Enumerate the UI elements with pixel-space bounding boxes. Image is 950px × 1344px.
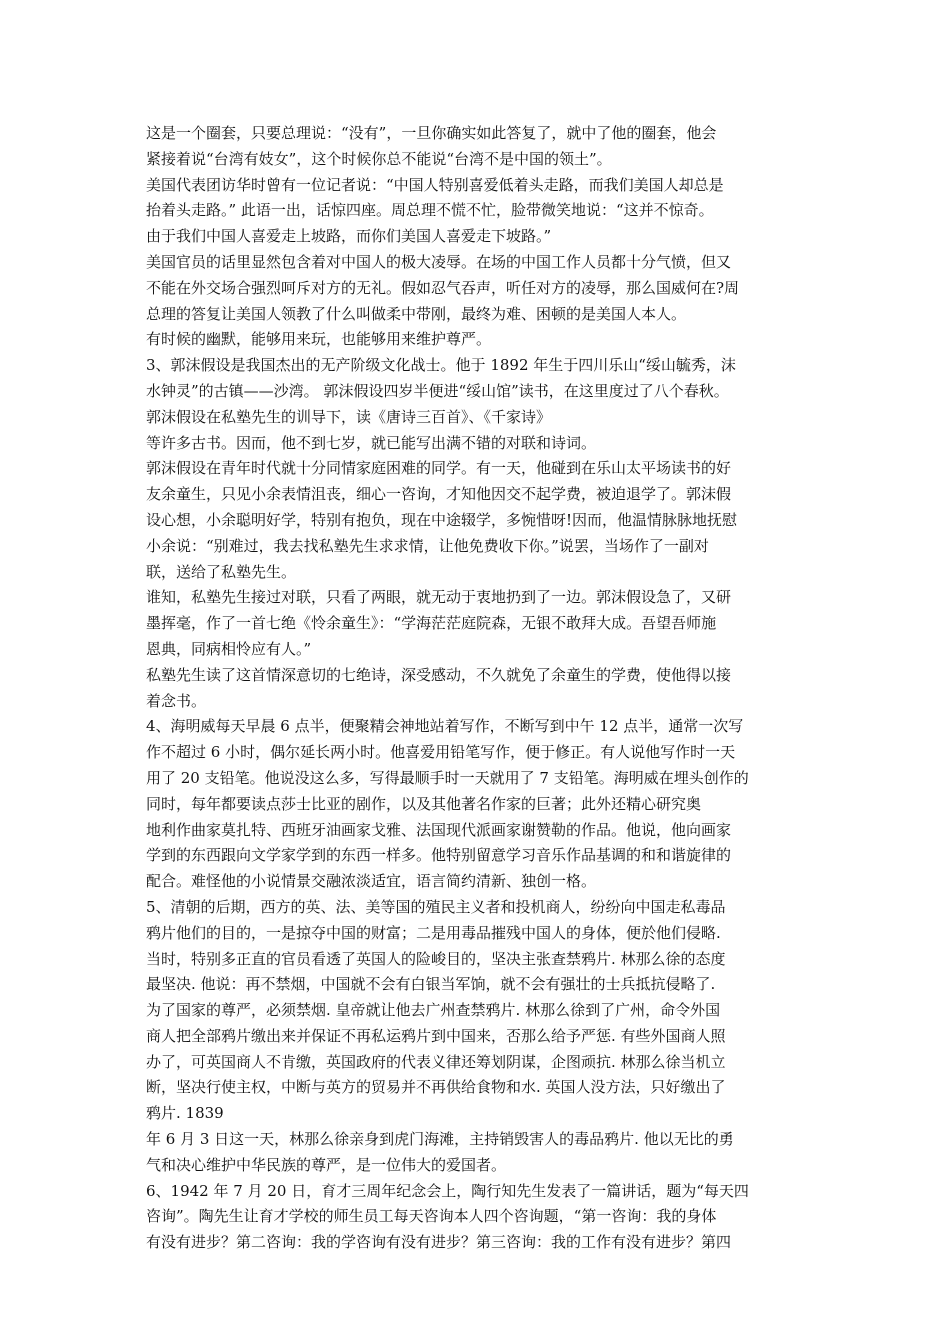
document-body — [146, 121, 836, 1256]
text-line: 抬着头走路。” 此语一出，话惊四座。周总理不慌不忙，脸带微笑地说：“这并不惊奇。 — [146, 201, 714, 220]
text-line: 商人把全部鸦片缴出来并保证不再私运鸦片到中国来，否那么给予严惩. 有些外国商人照 — [146, 1026, 726, 1045]
text-line: 作不超过 6 小时，偶尔延长两小时。他喜爱用铅笔写作，便于修正。有人说他写作时一天 — [146, 743, 736, 762]
text-line: 不能在外交场合强烈呵斥对方的无礼。假如忍气吞声，听任对方的凌辱，那么国威何在?周 — [146, 278, 740, 297]
text-line: 美国代表团访华时曾有一位记者说：“中国人特别喜爱低着头走路，而我们美国人却总是 — [146, 175, 724, 194]
text-line: 总理的答复让美国人领教了什么叫做柔中带刚，最终为难、困顿的是美国人本人。 — [146, 304, 687, 323]
text-line: 郭沫假设在青年时代就十分同情家庭困难的同学。有一天，他碰到在乐山太平场读书的好 — [146, 459, 732, 478]
text-line: 有时候的幽默，能够用来玩，也能够用来维护尊严。 — [146, 330, 492, 349]
text-line: 这是一个圈套，只要总理说：“没有”，一旦你确实如此答复了，就中了他的圈套，他会 — [146, 124, 717, 142]
text-line: 最坚决. 他说：再不禁烟，中国就不会有白银当军饷，就不会有强壮的士兵抵抗侵略了. — [146, 975, 716, 994]
text-line: 鸦片. 1839 — [146, 1104, 224, 1123]
text-line: 用了 20 支铅笔。他说没这么多，写得最顺手时一天就用了 7 支铅笔。海明威在埋头创作的 — [146, 768, 749, 787]
text-line: 6、1942 年 7 月 20 日，育才三周年纪念会上，陶行知先生发表了一篇讲话，题为“每天四 — [146, 1181, 749, 1200]
text-line: 恩典，同病相怜应有人。” — [146, 639, 312, 658]
text-line: 当时，特别多正直的官员看透了英国人的险峻目的，坚决主张查禁鸦片. 林那么徐的态度 — [146, 949, 726, 968]
text-line: 咨询”。陶先生让育才学校的师生员工每天咨询本人四个咨询题，“第一咨询：我的身体 — [146, 1207, 717, 1226]
text-line: 5、清朝的后期，西方的英、法、美等国的殖民主义者和投机商人，纷纷向中国走私毒品 — [146, 897, 726, 916]
text-line: 断，坚决行使主权，中断与英方的贸易并不再供给食物和水. 英国人没方法，只好缴出了 — [146, 1078, 726, 1097]
text-line: 地利作曲家莫扎特、西班牙油画家戈雅、法国现代派画家谢赞勒的作品。他说，他向画家 — [146, 820, 732, 839]
text-line: 小余说：“别难过，我去找私塾先生求求情，让他免费收下你。”说罢，当场作了一副对 — [146, 536, 709, 555]
text-line: 联，送给了私塾先生。 — [146, 562, 297, 581]
text-line: 墨挥毫，作了一首七绝《怜余童生》：“学海茫茫庭院森，无银不敢拜大成。吾望吾师施 — [146, 614, 717, 633]
text-line: 年 6 月 3 日这一天，林那么徐亲身到虎门海滩，主持销毁害人的毒品鸦片. 他以无比的勇 — [146, 1130, 734, 1149]
text-line: 紧接着说“台湾有妓女”，这个时候你总不能说“台湾不是中国的领土”。 — [146, 149, 612, 168]
text-line: 同时，每年都要读点莎士比亚的剧作，以及其他著名作家的巨著；此外还精心研究奥 — [146, 794, 702, 813]
text-line: 鸦片他们的目的，一是掠夺中国的财富；二是用毒品摧残中国人的身体，便於他们侵略. — [146, 923, 721, 942]
text-line: 等许多古书。因而，他不到七岁，就已能写出满不错的对联和诗词。 — [146, 433, 597, 452]
text-line: 为了国家的尊严，必须禁烟. 皇帝就让他去广州查禁鸦片. 林那么徐到了广州，命令外国 — [146, 1001, 721, 1020]
text-line: 谁知，私塾先生接过对联，只看了两眼，就无动于衷地扔到了一边。郭沫假设急了，又研 — [146, 588, 732, 607]
text-line: 3、郭沫假设是我国杰出的无产阶级文化战士。他于 1892 年生于四川乐山“绥山毓秀，沫 — [146, 356, 736, 375]
text-line: 私塾先生读了这首情深意切的七绝诗，深受感动，不久就免了余童生的学费，使他得以接 — [146, 665, 732, 684]
text-line: 有没有进步？第二咨询：我的学咨询有没有进步？第三咨询：我的工作有没有进步？第四 — [146, 1233, 732, 1252]
text-line: 设心想，小余聪明好学，特别有抱负，现在中途辍学，多惋惜呀!因而，他温情脉脉地抚慰 — [146, 510, 738, 529]
text-line: 友余童生，只见小余表情沮丧，细心一咨询，才知他因交不起学费，被迫退学了。郭沫假 — [146, 485, 732, 504]
text-line: 气和决心维护中华民族的尊严，是一位伟大的爱国者。 — [146, 1155, 507, 1174]
text-line: 配合。难怪他的小说情景交融浓淡适宜，语言简约清新、独创一格。 — [146, 872, 597, 891]
text-line: 办了，可英国商人不肯缴，英国政府的代表义律还筹划阴谋，企图顽抗. 林那么徐当机立 — [146, 1052, 726, 1071]
text-line: 水钟灵”的古镇——沙湾。 郭沫假设四岁半便进“绥山馆”读书，在这里度过了八个春秋。 — [146, 381, 729, 400]
text-line: 郭沫假设在私塾先生的训导下，读《唐诗三百首》、《千家诗》 — [146, 407, 552, 426]
text-line: 学到的东西跟向文学家学到的东西一样多。他特别留意学习音乐作品基调的和和谐旋律的 — [146, 846, 732, 865]
text-line: 美国官员的话里显然包含着对中国人的极大凌辱。在场的中国工作人员都十分气愤，但又 — [146, 252, 732, 271]
text-line: 由于我们中国人喜爱走上坡路，而你们美国人喜爱走下坡路。” — [146, 227, 552, 246]
text-line: 着念书。 — [146, 691, 207, 710]
text-line: 4、海明威每天早晨 6 点半，便聚精会神地站着写作，不断写到中午 12 点半，通常一次写 — [146, 717, 744, 736]
